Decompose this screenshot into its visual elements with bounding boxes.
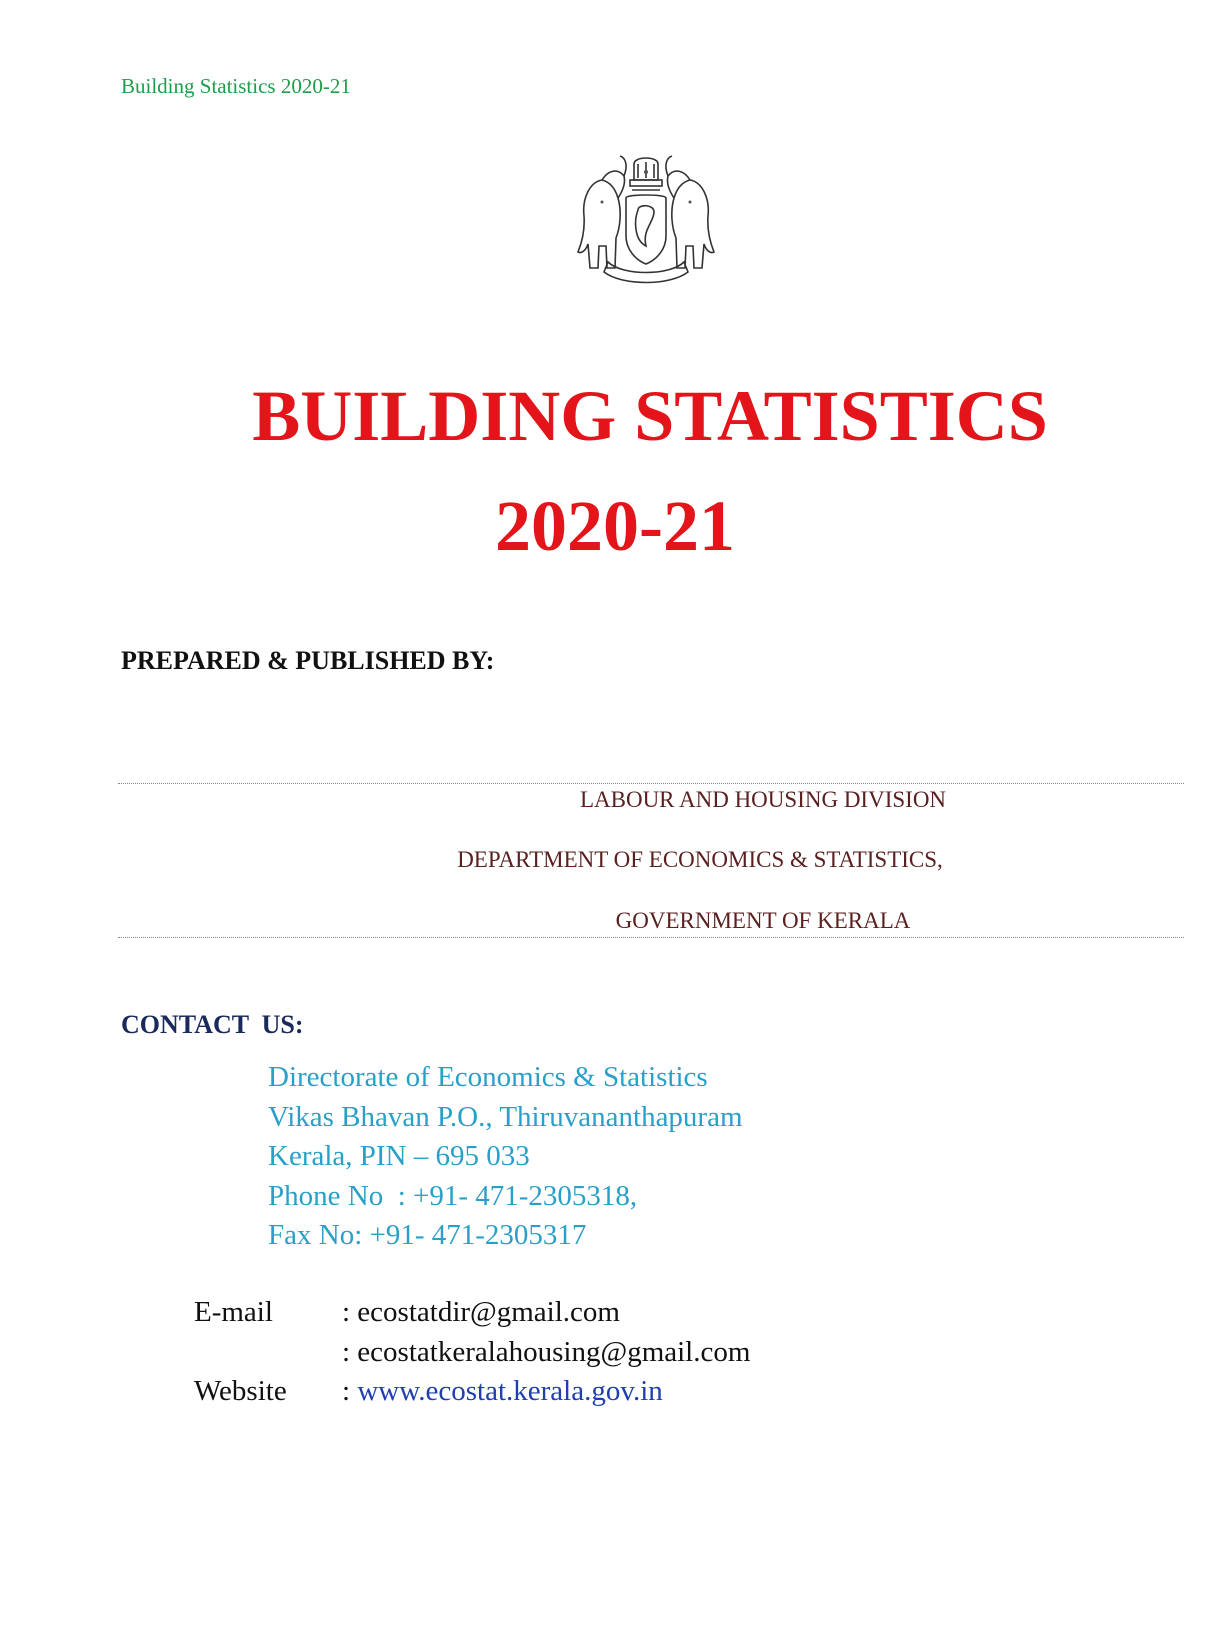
divider-top xyxy=(118,783,1184,784)
website-row xyxy=(342,1375,663,1408)
website-prefix: : xyxy=(342,1375,358,1407)
website-label: Website xyxy=(194,1375,287,1407)
org-department: DEPARTMENT OF ECONOMICS & STATISTICS, xyxy=(457,847,943,872)
address-line-street: Vikas Bhavan P.O., Thiruvananthapuram xyxy=(268,1100,743,1133)
org-division: LABOUR AND HOUSING DIVISION xyxy=(579,787,947,812)
running-header: Building Statistics 2020-21 xyxy=(121,74,351,98)
email-value-1: : ecostatdir@gmail.com xyxy=(342,1296,620,1328)
kerala-state-emblem-icon xyxy=(572,150,720,286)
prepared-published-label: PREPARED & PUBLISHED BY: xyxy=(121,646,495,675)
address-line-pin: Kerala, PIN – 695 033 xyxy=(268,1140,530,1172)
address-line-fax: Fax No: +91- 471-2305317 xyxy=(268,1219,587,1251)
address-line-phone: Phone No : +91- 471-2305318, xyxy=(268,1179,638,1212)
divider-bottom xyxy=(118,937,1184,938)
org-government: GOVERNMENT OF KERALA xyxy=(615,908,911,933)
address-line-directorate: Directorate of Economics & Statistics xyxy=(268,1061,708,1093)
address-block xyxy=(268,1058,743,1256)
email-label: E-mail xyxy=(194,1296,273,1328)
contact-us-label: CONTACT US: xyxy=(121,1010,304,1039)
document-title: BUILDING STATISTICS xyxy=(252,376,1048,456)
email-value-2: : ecostatkeralahousing@gmail.com xyxy=(342,1336,751,1368)
document-year: 2020-21 xyxy=(495,486,735,566)
website-link[interactable]: www.ecostat.kerala.gov.in xyxy=(357,1375,663,1407)
